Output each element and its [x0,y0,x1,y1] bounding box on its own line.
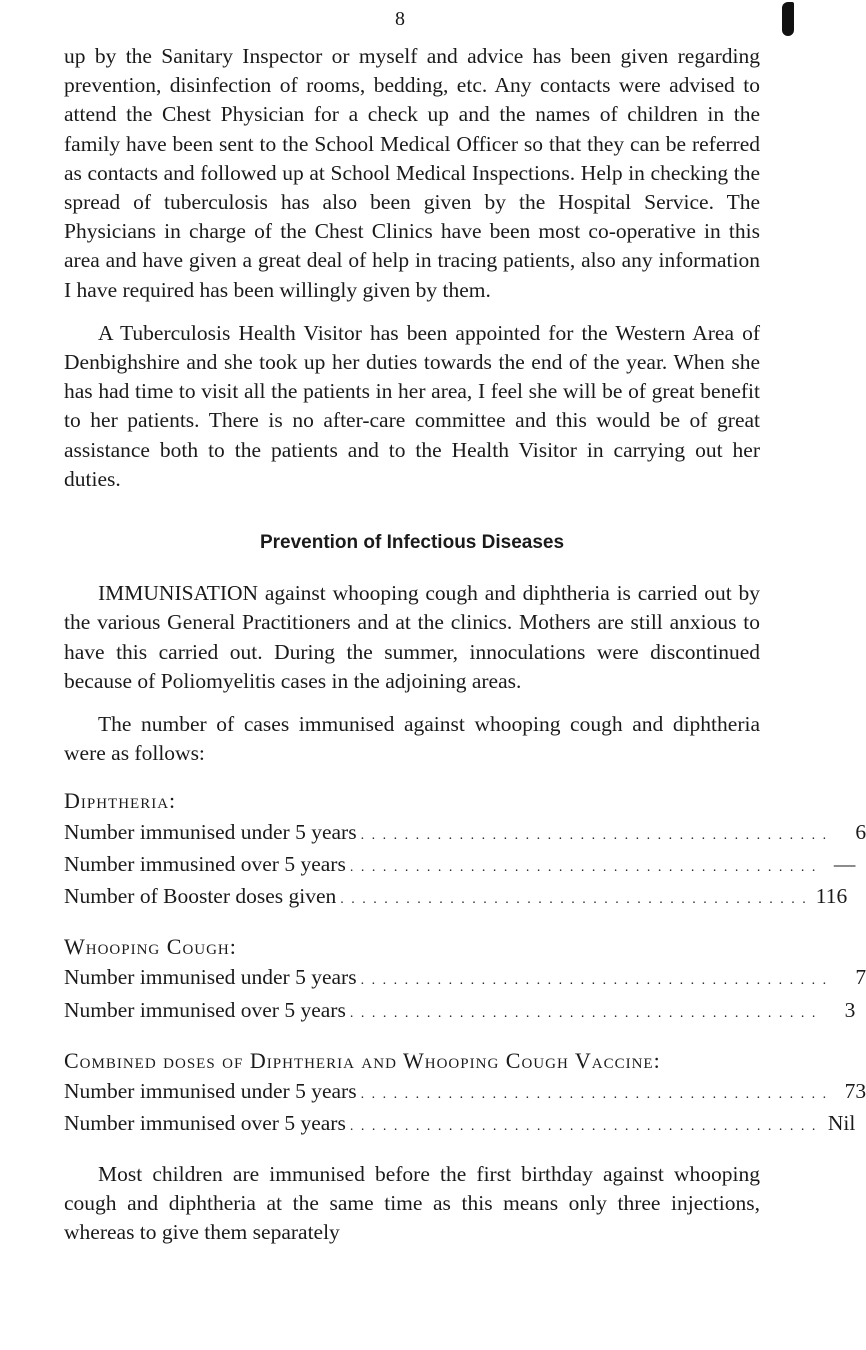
table-row [64,1077,866,1109]
combined-doses-table [64,1077,866,1141]
row-label: Number immunised over 5 years [64,1111,346,1136]
row-label: Number immunised under 5 years [64,819,357,844]
dot-leader: . . . . . . . . . . . . . . . . . . . . . . . . . . . . . . . . . . . . . . . . . . . [340,892,808,908]
paragraph-2: A Tuberculosis Health Visitor has been appointed for the Western Area of Denbighshire and she took up her duties towards the end of the year. When she has had time to visit all the patients in her area, I feel she will be of great benefit to her patients. There is no after-care committee and this would be of great assistance both to the patients and to the Health Visitor in carrying out her duties. [64,320,760,491]
whooping-cough-heading: Whooping Cough: [64,934,237,960]
table-row [64,818,866,850]
row-value: 116 [815,884,848,909]
table-row [64,1109,856,1141]
diphtheria-table [64,818,866,915]
row-value: — [833,851,856,876]
section-heading: Prevention of Infectious Diseases [259,532,565,554]
row-label: Number immusined over 5 years [64,851,346,876]
dot-leader: . . . . . . . . . . . . . . . . . . . . . . . . . . . . . . . . . . . . . . . . . . . [349,1005,818,1021]
paragraph-4: The number of cases immunised against whooping cough and diphtheria were as follows: [64,712,760,766]
document-body [64,42,866,1247]
dot-leader: . . . . . . . . . . . . . . . . . . . . . . . . . . . . . . . . . . . . . . . . . . . [349,859,818,875]
paragraph-3: IMMUNISATION against whooping cough and diphtheria is carried out by the various General Practitioners and at the clinics. Mothers are still anxious to have this carried out. During the summer, innoculations were discontinued because of Poliomyelitis cases in the adjoining areas. [64,581,760,693]
row-value: 7 [855,965,866,990]
table-row [64,850,856,882]
dot-leader: . . . . . . . . . . . . . . . . . . . . . . . . . . . . . . . . . . . . . . . . . . . [360,827,829,843]
row-value: 3 [844,997,856,1022]
dot-leader: . . . . . . . . . . . . . . . . . . . . . . . . . . . . . . . . . . . . . . . . . . . [349,1119,818,1135]
combined-doses-heading: Combined doses of Diphtheria and Whooping Cough Vaccine: [64,1047,661,1073]
paragraph-5: Most children are immunised before the first birthday against whooping cough and diphtheria at the same time as this means only three injections, whereas to give them separately [64,1161,760,1244]
row-label: Number of Booster doses given [64,884,337,909]
table-row [64,882,848,914]
row-label: Number immunised under 5 years [64,1079,357,1104]
diphtheria-heading: Diphtheria: [64,788,177,814]
row-label: Number immunised under 5 years [64,965,357,990]
dot-leader: . . . . . . . . . . . . . . . . . . . . . . . . . . . . . . . . . . . . . . . . . . . [360,973,829,989]
row-value: 73 [844,1079,866,1104]
table-row [64,996,856,1028]
table-row [64,963,866,995]
whooping-cough-table [64,963,866,1027]
page-number: 8 [395,8,405,30]
row-value: Nil [827,1111,856,1136]
dot-leader: . . . . . . . . . . . . . . . . . . . . . . . . . . . . . . . . . . . . . . . . . . . [360,1087,829,1103]
corner-mark [782,2,794,36]
row-value: 6 [855,819,866,844]
row-label: Number immunised over 5 years [64,997,346,1022]
paragraph-1: up by the Sanitary Inspector or myself and advice has been given regarding prevention, disinfection of rooms, bedding, etc. Any contacts were advised to attend the Chest Physician for a check up and the names of children in the family have been sent to the School Medical Officer so that they can be referred as contacts and followed up at School Medical Inspections. Help in checking the spread of tuberculosis has also been given by the Hospital Service. The Physicians in charge of the Chest Clinics have been most co-operative in this area and have given a great deal of help in tracing patients, also any information I have required has been willingly given by them. [64,44,760,302]
